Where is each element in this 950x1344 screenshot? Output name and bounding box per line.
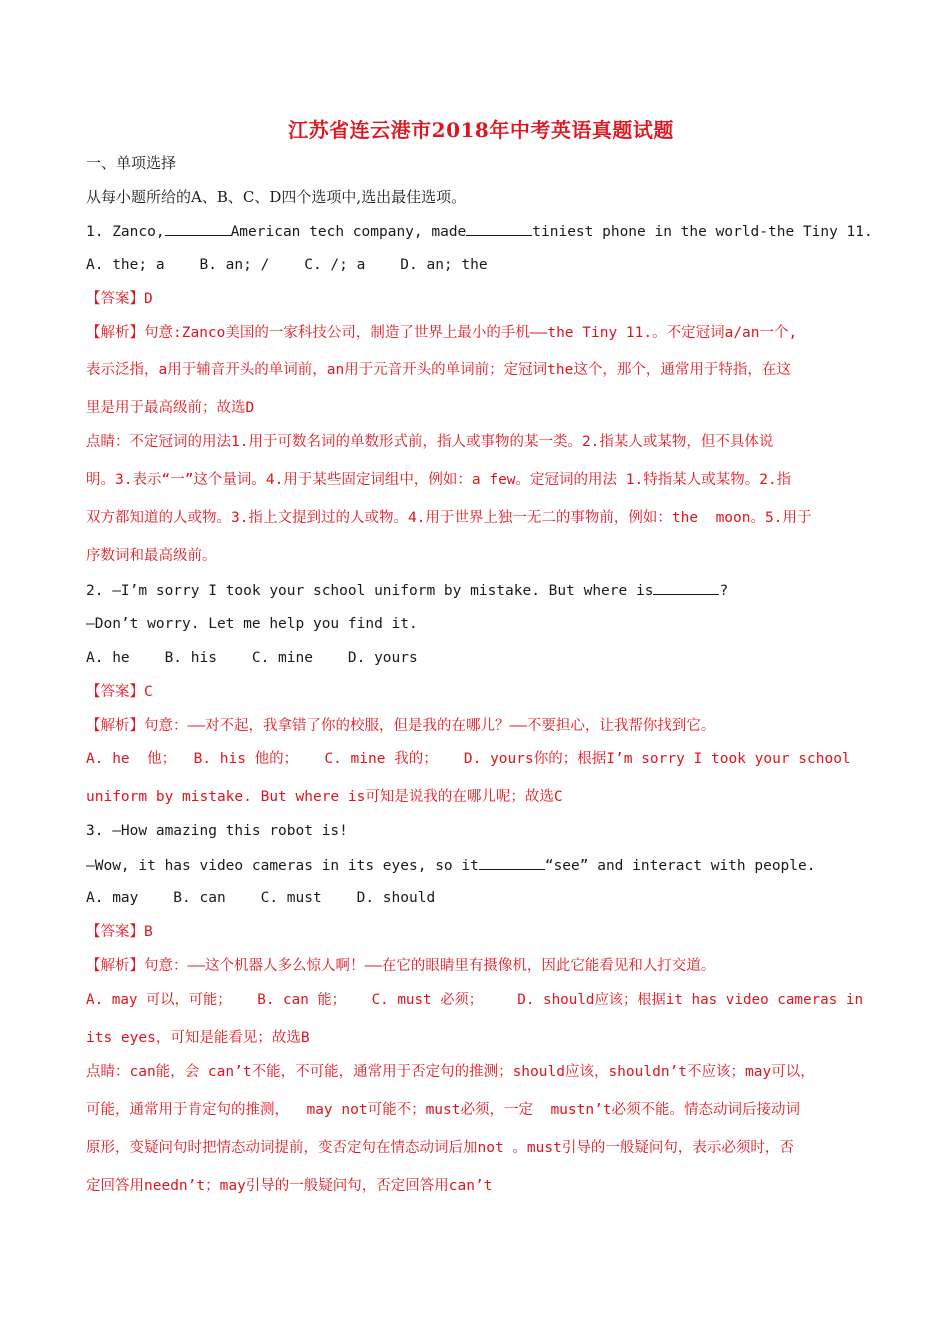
question-1-tip-line: 序数词和最高级前。 [86,548,217,564]
question-3-answer: 【答案】B [86,924,153,940]
question-1-tip-line: 明。3.表示“一”这个量词。4.用于某些固定词组中，例如：a few。定冠词的用法 1.特指某人或某物。2.指 [86,472,792,488]
question-1-analysis-line: 里是用于最高级前；故选D [86,400,255,416]
question-2-options: A. he B. his C. mine D. yours [86,650,418,666]
question-1-tip-line: 双方都知道的人或物。3.指上文提到过的人或物。4.用于世界上独一无二的事物前，例如：the moon。5.用于 [86,510,812,526]
question-3-tip-line: 定回答用needn’t；may引导的一般疑问句，否定回答用can’t [86,1178,493,1194]
question-2-analysis-line: 【解析】句意：——对不起，我拿错了你的校服，但是我的在哪儿？——不要担心，让我帮你找到它。 [86,718,716,734]
question-2-analysis-line: uniform by mistake. But where is可知是说我的在哪儿呢；故选C [86,789,563,805]
question-2-stem: 2. —I’m sorry I took your school uniform by mistake. But where is ? [86,580,728,601]
question-1-options: A. the; a B. an; / C. /; a D. an; the [86,257,488,273]
section-heading: 一、单项选择 [86,154,177,172]
page-title: 江苏省连云港市2018年中考英语真题试题 [288,118,674,142]
question-1-answer: 【答案】D [86,291,153,307]
question-1-analysis-line: 【解析】句意:Zanco美国的一家科技公司，制造了世界上最小的手机——the Tiny 11.。不定冠词a/an一个, [86,325,798,341]
answer-blank [479,855,545,870]
instruction-text: 从每小题所给的A、B、C、D四个选项中,选出最佳选项。 [86,188,467,206]
question-3-analysis-line: A. may 可以，可能； B. can 能； C. must 必须； D. should应该；根据it has video cameras in [86,992,864,1008]
question-3-tip-line: 点睛：can能，会 can’t不能，不可能，通常用于否定句的推测；should应该，shouldn’t不应该；may可以， [86,1064,815,1080]
question-3-tip-line: 可能，通常用于肯定句的推测， may not可能不；must必须，一定 mustn’t必须不能。情态动词后接动词 [86,1102,801,1118]
question-2-answer: 【答案】C [86,684,153,700]
question-2-reply: —Don’t worry. Let me help you find it. [86,616,418,632]
question-3-tip-line: 原形，变疑问句时把情态动词提前，变否定句在情态动词后加not 。must引导的一般疑问句，表示必须时，否 [86,1140,794,1156]
question-3-analysis-line: its eyes，可知是能看见；故选B [86,1030,310,1046]
question-1-tip-line: 点睛：不定冠词的用法1.用于可数名词的单数形式前，指人或事物的某一类。2.指某人或某物，但不具体说 [86,434,774,450]
question-3-analysis-line: 【解析】句意：——这个机器人多么惊人啊！——在它的眼睛里有摄像机，因此它能看见和人打交道。 [86,958,716,974]
question-3-stem: 3. —How amazing this robot is! [86,823,348,839]
question-3-options: A. may B. can C. must D. should [86,890,436,906]
question-2-analysis-line: A. he 他； B. his 他的； C. mine 我的； D. yours你的；根据I’m sorry I took your school [86,751,851,767]
question-3-reply: —Wow, it has video cameras in its eyes, so it “see” and interact with people. [86,855,815,876]
answer-blank [653,580,719,595]
question-1-analysis-line: 表示泛指，a用于辅音开头的单词前，an用于元音开头的单词前；定冠词the这个，那个，通常用于特指，在这 [86,362,791,378]
answer-blank [165,221,231,236]
question-1-stem: 1. Zanco, American tech company, made tiniest phone in the world-the Tiny 11. [86,221,873,242]
answer-blank [466,221,532,236]
